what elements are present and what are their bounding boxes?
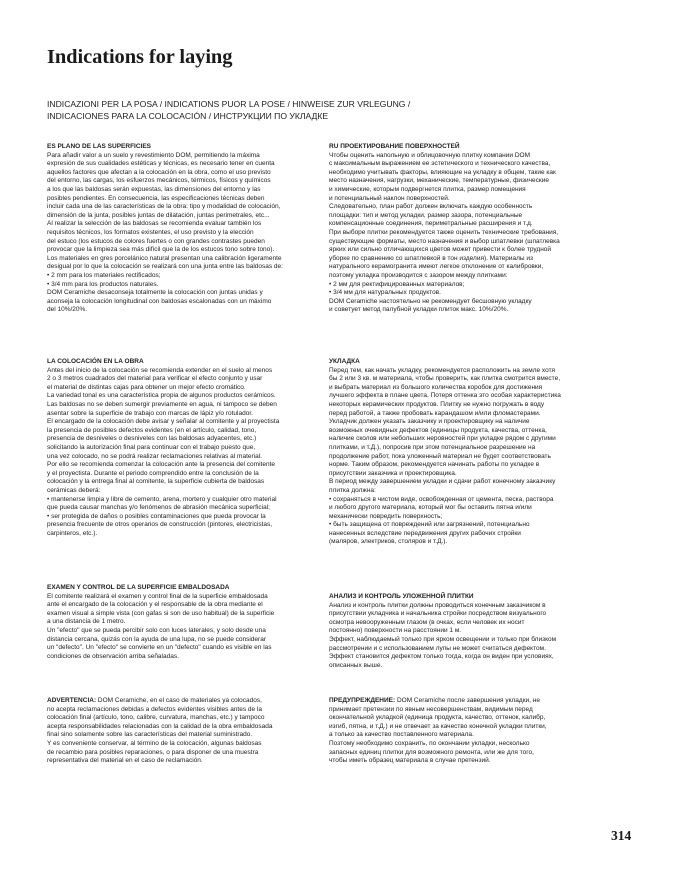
section-body [47, 697, 332, 766]
section-heading: RU ПРОЕКТИРОВАНИЕ ПОВЕРХНОСТЕЙ [329, 143, 460, 150]
section-heading: АНАЛИЗ И КОНТРОЛЬ УЛОЖЕННОЙ ПЛИТКИ [329, 593, 474, 600]
section-body [329, 697, 614, 766]
section-body: Чтобы оценить напольную и облицовочную плитку компании DOM с максимальным выражением ее эстетического и технического качества, необходимо учитывать факторы, влияющие на укладку в общем, такие как место назначения, нагрузки, механические, температурные, физические и химические, которым подвергнется плитка, размер помещения и потенциальный наклон поверхностей. Следовательно, план работ должен включать каждую особенность площадки: тип и метод укладки, размер зазора, потенциальные компенсационные соединения, периметральные расширения и т.д. При выборе плитки рекомендуется также оценить технические требования, существующие форматы, место назначения и выбор шпатлевки (шпатлевка ярких или сильно отличающихся цветов может привести к более трудной уборке по сравнению со шпатлевкой в тон изделия). Материалы из натурального керамогранита имеют легкое отклонение от калибровки, поэтому укладка производится с зазором между плитками: • 2 мм для ректифицированных материалов; • 3/4 мм для натуральных продуктов. DOM Ceramiche настоятельно не рекомендует бесшовную укладку и советует метод палубной укладки плиток макс. 10%/20%. [329, 151, 560, 314]
section-body: Перед тем, как начать укладку, рекомендуется расположить на земле хотя бы 2 или 3 кв. м материала, чтобы проверить, как плитка смотрится вместе, и выбрать материал из большого количества коробок для достижения лучшего эффекта в плане цвета. Потеря оттенка это особая характеристика некоторых керамических продуктов. Плитку не нужно погружать в воду перед работой, а также пробовать карандашом и/или фломастерами. Укладчик должен указать заказчику и проектировщику на наличие возможных очевидных дефектов (единицы продукта, качества, оттенка, наличие сколов или небольших неровностей при укладке рядом с другими плитками, и т.Д.), попросив при этом потенциальное разрешение на продолжение работ, пока уложенный материал не будет соответствовать норме. Таким образом, рекомендуется начинать работы по укладке в присутствии заказчика и проектировщика. В период между завершением укладки и сдачи работ конечному заказчику плитка должна: • сохраняться в чистом виде, освобожденная от цемента, песка, раствора и любого другого материала, который мог бы оставить пятна и/или механически повредить поверхность; • быть защищена от повреждений или загрязнений, потенциально нанесенных вследствие передвижения других рабочих стройки (маляров, электриков, столяров и т.Д.). [329, 366, 561, 546]
section-body: Анализ и контроль плитки должны проводиться конечным заказчиком в присутствии укладчика и начальника стройки посредством визуального осмотра невооруженным глазом (в очках, если человек их носит постоянно) поверхности на расстоянии 1 м. Эффект, наблюдаемый только при ярком освещении и только при близком рассмотрении и с использованием лупы не может считаться дефектом. Эффект становится дефектом только тогда, когда он виден при условиях, описанных выше. [329, 601, 557, 669]
section-body: El comitente realizará el examen y control final de la superficie embaldosada ante el encargado de la colocación y el responsable de la obra mediante el examen visual a simple vista (con gafas si son de uso habitual) de la superficie a una distancia de 1 metro. Un "efecto" que se pueda percibir solo con luces laterales, y solo desde una distancia cercana, quizás con la ayuda de una lupa, no se puede considerar un "defecto". Un "efecto" se convierte en un "defecto" cuando es visible en las condiciones de observación arriba señaladas. [47, 592, 275, 660]
section-es-surfaces [47, 143, 332, 315]
section-body: Para añadir valor a un suelo y revestimiento DOM, permitiendo la máxima expresión de sus cualidades estéticas y técnicas, es necesario tener en cuenta aquellos factores que afectan a la colocación en la obra, como el uso previsto del entorno, las cargas, los esfuerzos mecánicos, térmicos, físicos y químicos a los que las baldosas serán expuestas, las dimensiones del entorno y las posibles pendientes. En consecuencia, las especificaciones técnicas deben incluir cada una de las características de la obra: tipo y modalidad de colocación, dimensión de la junta, posibles juntas de dilatación, juntas perimetrales, etc... Al realizar la selección de las baldosas se recomienda evaluar también los requisitos técnicos, los formatos existentes, el uso previsto y la elección del estuco (los estucos de colores fuertes o con grandes contrastes pueden provocar que la limpieza sea más difícil que la de los estucos tono sobre tono). Los materiales en gres porcelánico natural presentan una calibración ligeramente desigual por lo que la colocación se realizará con una junta entre las baldosas de: • 2 mm para los materiales rectificados; • 3/4 mm para los productos naturales. DOM Ceramiche desaconseja totalmente la colocación con juntas unidas y aconseja la colocación longitudinal con baldosas escalonadas con un máximo del 10%/20%. [47, 151, 283, 314]
warning-text: DOM Ceramiche после завершения укладки, не принимает претензии по явным несовершенствам, видимым перед окончательной укладкой (единица продукта, качество, оттенок, калибр, изгиб, пятна, и т.Д.) и не отвечает за качество конечной укладки плитки, а только за качество поставленного материала. Позтому необходимо сохранить, по окончании укладки, несколько запасных единиц плитки для возможного ремонта, или же для того, чтобы иметь образец материала в случае претензий. [329, 697, 547, 765]
section-heading: ES PLANO DE LAS SUPERFICIES [47, 143, 152, 150]
section-heading: УКЛАДКА [329, 358, 360, 365]
section-heading: LA COLOCACIÓN EN LA OBRA [47, 358, 144, 365]
section-es-warning [47, 697, 332, 766]
section-es-inspection [47, 584, 332, 661]
section-ru-warning [329, 697, 614, 766]
section-body: Antes del inicio de la colocación se recomienda extender en el suelo al menos 2 o 3 metros cuadrados del material para verificar el efecto conjunto y usar el material de distintas cajas para obtener un mejor efecto cromático. La variedad tonal es una característica propia de algunos productos cerámicos. Las baldosas no se deben sumergir previamente en agua, ni tampoco se deben asentar sobre la superficie de trabajo con marcas de lápiz y/o rotulador. El encargado de la colocación debe avisar y señalar al comitente y al proyectista la presencia de posibles defectos evidentes (en el artículo, calidad, tono, presencia de desniveles o desniveles con las baldosas adyacentes, etc.) solicitando la autorización final para continuar con el trabajo puesto que, una vez colocado, no se podrá realizar reclamaciones relativas al material. Por ello se recomienda comenzar la colocación ante la presencia del comitente y el proyectista. Durante el periodo comprendido entre la conclusión de la colocación y la entrega final al comitente, la superficie cubierta de baldosas cerámicas deberá: • mantenerse limpia y libre de cemento, arena, mortero y cualquier otro material que pueda causar manchas y/o fenómenos de abrasión mecánica superficial; • ser protegida de daños o posibles contaminaciones que pueda provocar la presencia frecuente de otros operarios de construcción (pintores, electricistas, carpinteros, etc.). [47, 366, 280, 537]
page-title: Indications for laying [47, 46, 233, 68]
section-ru-inspection [329, 593, 614, 670]
warning-label: ADVERTENCIA: [47, 697, 97, 704]
section-ru-surfaces [329, 143, 614, 315]
warning-text: DOM Ceramiche, en el caso de materiales ya colocados, no acepta reclamaciones debidas a defectos evidentes visibles antes de la colocación final (artículo, tono, calibre, curvatura, manchas, etc.) y tampoco acepta responsabilidades relacionadas con la calidad de la obra embaldosada final sino solamente sobre las características del material suministrado. Y es conveniente conservar, al término de la colocación, algunas baldosas de recambio para posibles reparaciones, o para disponer de una muestra representativa del material en el caso de reclamación. [47, 697, 273, 765]
section-es-laying [47, 358, 332, 538]
warning-label: ПРЕДУПРЕЖДЕНИЕ: [329, 697, 396, 704]
page-number: 314 [611, 828, 632, 843]
subtitle-languages: INDICAZIONI PER LA POSA / INDICATIONS PUOR LA POSE / HINWEISE ZUR VRLEGUNG / INDICACIONES PARA LA COLOCACIÓN / ИНСТРУКЦИИ ПО УКЛАДКЕ [47, 99, 411, 121]
section-ru-laying [329, 358, 614, 547]
section-heading: EXAMEN Y CONTROL DE LA SUPERFICIE EMBALDOSADA [47, 584, 230, 591]
